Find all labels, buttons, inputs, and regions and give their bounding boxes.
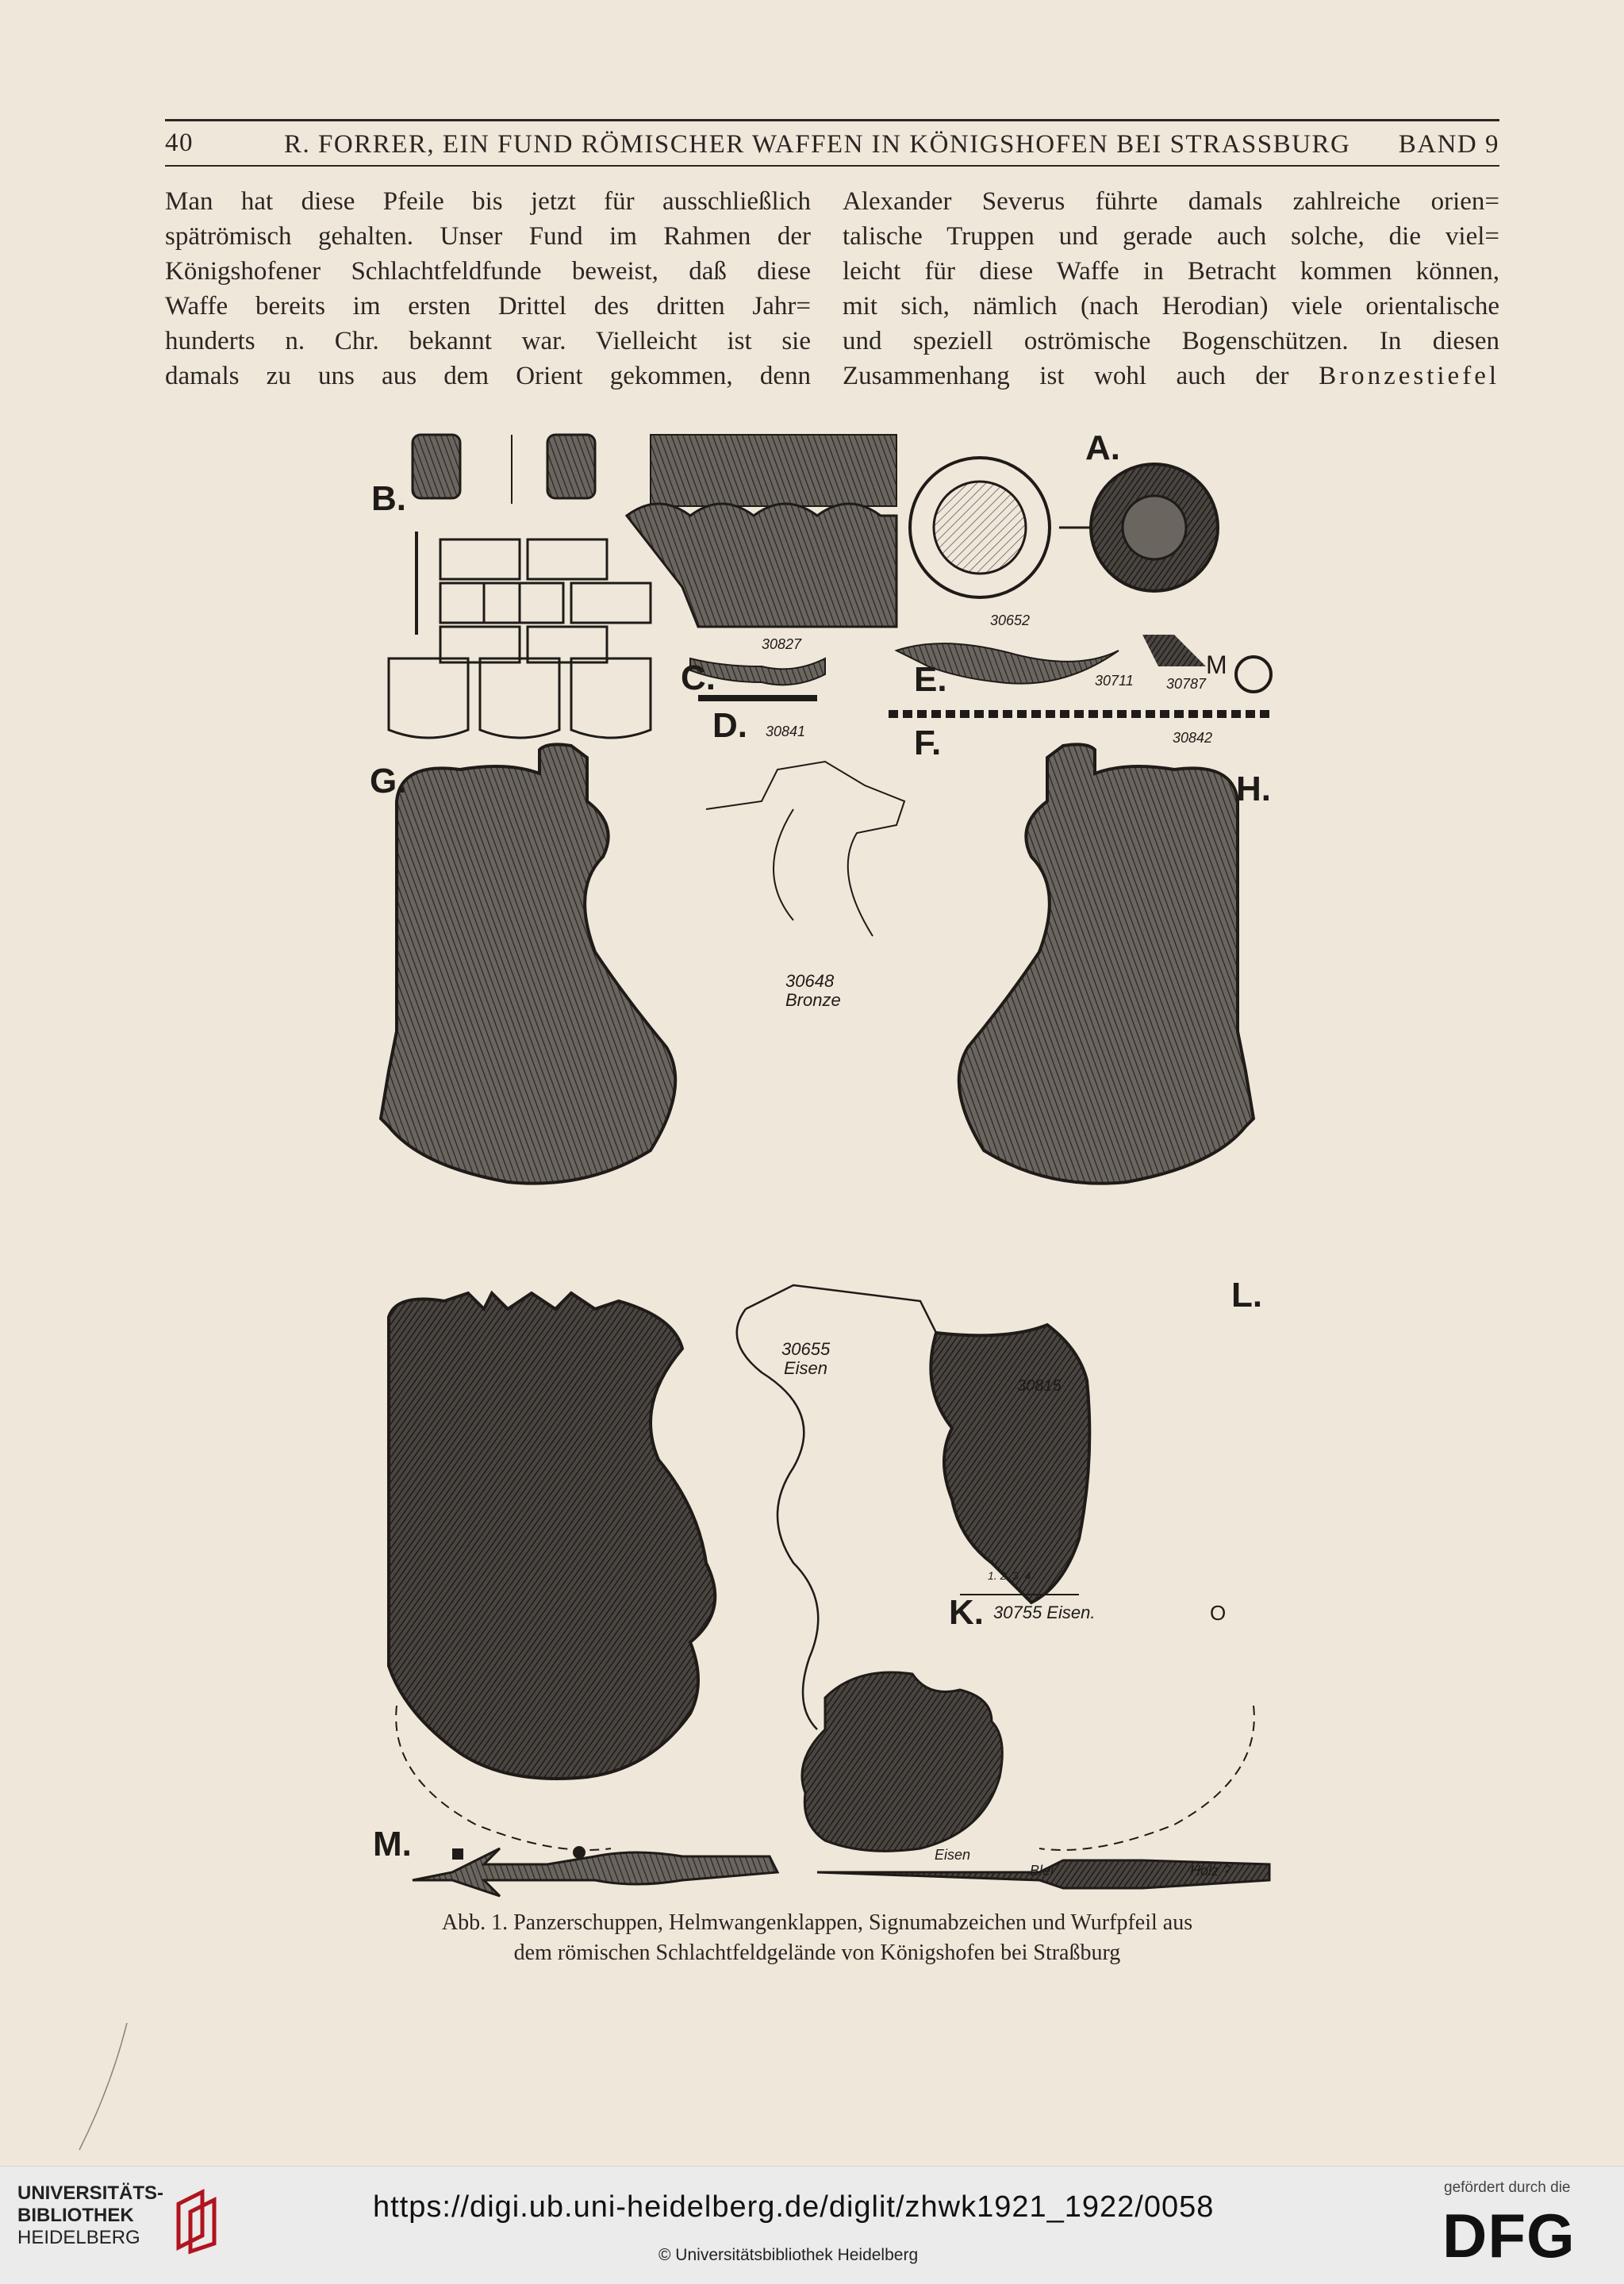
left-column [165,184,811,393]
fig-label-h: H. [1236,770,1271,808]
catalog-number: 30655 [781,1339,831,1359]
fragment-k [802,1672,1002,1851]
text-line: talische Truppen und gerade auch solche, die viel= [843,222,1499,251]
dfg-logo: DFG [1442,2201,1576,2271]
material-label: Eisen [935,1847,971,1863]
text-line: leicht für diese Waffe in Betracht kommen können, [843,257,1499,286]
volume-label: BAND 9 [1398,130,1499,159]
catalog-number: 30652 [990,612,1031,628]
catalog-number: 30841 [766,724,806,739]
material-label: Blei [1030,1863,1054,1879]
fig-label-f: F. [914,724,942,762]
material-label: Bronze [785,990,841,1010]
material-label: Holz ? [1190,1863,1231,1879]
fig-label-g: G. [370,762,407,800]
right-column [843,184,1499,393]
caption-line: Abb. 1. Panzerschuppen, Helmwangenklappen, Signumabzeichen und Wurfpfeil aus [441,1910,1193,1935]
cheek-piece-iron-right [931,1325,1089,1603]
fig-label-a: A. [1085,428,1120,467]
text-line-last [843,359,1499,393]
header-bottom-rule [165,165,1499,167]
text-fragment: Zusammenhang ist wohl auch der [843,362,1289,390]
medallions-a [910,458,1218,597]
library-name-line: HEIDELBERG [17,2227,140,2248]
text-line: Man hat diese Pfeile bis jetzt für ausschließlich [165,187,811,216]
pencil-mark [71,2015,135,2158]
catalog-number: 30827 [762,636,802,652]
viewer-footer [0,2166,1624,2284]
catalog-number: 30711 [1095,673,1134,689]
library-logo-text [17,2182,163,2249]
fig-label-d: D. [712,706,747,745]
text-line: hunderts n. Chr. bekannt war. Vielleicht ist sie [165,327,811,355]
text-line: und speziell oströmische Bogenschützen. In diesen [843,327,1499,355]
fig-label-l: L. [1231,1276,1263,1315]
running-title: R. FORRER, EIN FUND RÖMISCHER WAFFEN IN KÖNIGSHOFEN BEI STRASSBURG [284,130,1351,159]
text-line: mit sich, nämlich (nach Herodian) viele orientalische [843,292,1499,321]
funding-note: gefördert durch die [1444,2179,1571,2196]
fig-label-m: M. [373,1825,412,1864]
fig-label-e: E. [914,660,947,699]
catalog-number: 30648 [785,971,835,991]
fig-label-c: C. [681,658,716,697]
library-name-line: UNIVERSITÄTS- [17,2182,164,2204]
material-label: Eisen [784,1358,828,1378]
text-line: Königshofener Schlachtfeldfunde beweist, daß diese [165,257,811,286]
fig-label-k: K. [949,1593,984,1632]
fig-label-b: B. [371,479,406,518]
fig-label-m-small: M [1206,651,1227,679]
fig-label-o-small: O [1210,1601,1227,1625]
cheek-piece-iron-left [389,1293,715,1779]
copyright-notice: © Universitätsbibliothek Heidelberg [658,2246,919,2264]
figure-caption [333,1908,1301,1968]
spaced-term: Bronzestiefel [1319,362,1500,390]
cheek-piece-g [381,744,675,1183]
catalog-number: 30787 [1166,676,1207,692]
dart-m [413,1846,1269,1896]
text-line: damals zu uns aus dem Orient gekommen, denn [165,362,811,390]
running-header [165,129,1499,163]
scale-armour-b [389,435,896,738]
scale-bar-label: 1. 2. 3. 4 [988,1569,1031,1582]
catalog-number: 30815 [1017,1377,1062,1395]
header-top-rule [165,119,1499,121]
page-number: 40 [165,129,194,157]
permalink-url[interactable]: https://digi.ub.uni-heidelberg.de/diglit/zhwk1921_1922/0058 [373,2190,1215,2224]
text-line: Alexander Severus führte damals zahlreiche orien= [843,187,1499,216]
text-line: spätrömisch gehalten. Unser Fund im Rahmen der [165,222,811,251]
catalog-number: 30755 Eisen. [993,1603,1096,1622]
figure-illustration [349,428,1285,1920]
caption-line: dem römischen Schlachtfeldgelände von Königshofen bei Straßburg [513,1940,1121,1965]
cheek-piece-h [959,744,1254,1183]
text-line: Waffe bereits im ersten Drittel des dritten Jahr= [165,292,811,321]
helmet-outline-sketch [706,762,904,936]
figure-plate [349,428,1285,1920]
catalog-number: 30842 [1173,730,1213,746]
library-name-line: BIBLIOTHEK [17,2205,134,2226]
library-logo-icon [163,2184,226,2255]
